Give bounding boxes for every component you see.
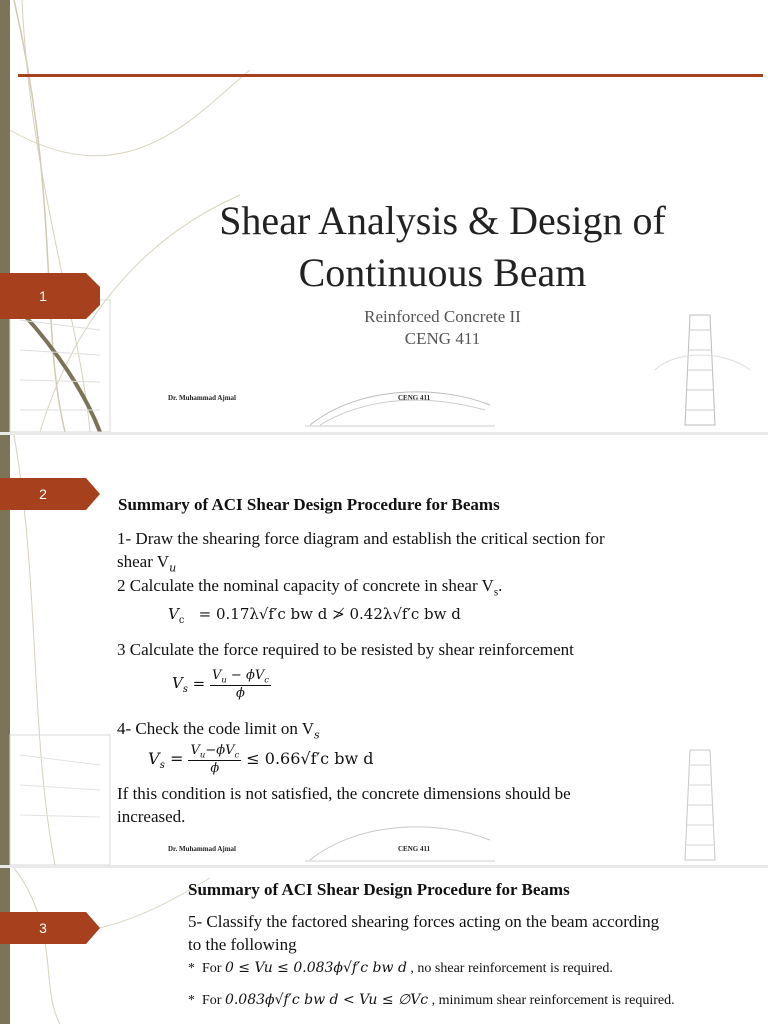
equation-vs-limit-text: ≤ 0.66√f′c bw d [246,748,374,768]
footer-author: Dr. Muhammad Ajmal [168,845,236,853]
slide-subtitle [270,306,615,350]
equation-vs: $V_s$ = $\frac{V_u - \phi V_c}{\phi}$ [172,668,269,701]
footer-course: CENG 411 [398,845,431,853]
slide-3 [0,868,768,1024]
step-5-line-1: 5- Classify the factored shearing forces acting on the beam according [188,912,660,931]
slide-number-tab [0,273,100,319]
bullet-1-text: , no shear reinforcement is required. [410,961,613,976]
subtitle-line-1: Reinforced Concrete II [364,307,521,326]
step-5-line-2: to the following [188,935,297,954]
footer-author: Dr. Muhammad Ajmal [168,394,236,402]
bullet-2: * For 0.083ϕ√f′c bw d < Vu ≤ ∅Vc , minimum shear reinforcement is required. [188,992,675,1008]
conclusion-line-2: increased. [117,807,186,826]
equation-vc: $V_c$ = 0.17λ√f′c bw d ≯ 0.42λ√f′c bw d [168,605,461,626]
step-3: 3 Calculate the force required to be resisted by shear reinforcement [117,640,574,659]
step-4-text: 4- Check the code limit on V [117,719,315,738]
top-rule [18,74,763,77]
equation-vs-limit: $V_s$ = $\frac{V_u-\phi V_c}{\phi}$ ≤ 0.66√f′c bw d [148,743,374,776]
slide-2 [0,435,768,865]
step-4-subscript: s [314,728,320,742]
tower-sketch-icon [650,745,760,865]
step-1-line-1: 1- Draw the shearing force diagram and establish the critical section for [117,529,605,548]
bullet-1: * For 0 ≤ Vu ≤ 0.083ϕ√f′c bw d , no shear reinforcement is required. [188,960,613,976]
conclusion-line-1: If this condition is not satisfied, the concrete dimensions should be [117,784,571,803]
equation-vc-text: = 0.17λ√f′c bw d ≯ 0.42λ√f′c bw d [198,605,461,623]
slide-heading: Summary of ACI Shear Design Procedure for Beams [188,880,570,899]
tower-sketch-icon [650,310,760,430]
slide-title [170,195,715,299]
slide-1 [0,0,768,432]
step-2: 2 Calculate the nominal capacity of concrete in shear $V_s$. [117,576,503,599]
title-line-2: Continuous Beam [298,250,587,295]
step-2-subscript: s [493,586,499,599]
subtitle-line-2: CENG 411 [404,329,481,348]
step-1 [117,527,747,579]
slide-number-tab [0,912,100,958]
bullet-2-text: , minimum shear reinforcement is required. [431,993,675,1008]
slide-number: 2 [39,486,47,502]
bridge-sketch-icon [300,380,500,430]
bullet-2-math: 0.083ϕ√f′c bw d < Vu ≤ ∅Vc [224,992,429,1008]
step-1-subscript: u [169,561,177,575]
slide-heading: Summary of ACI Shear Design Procedure for Beams [118,495,500,514]
title-line-1: Shear Analysis & Design of [219,198,666,243]
step-4 [117,717,747,746]
bridge-sketch-icon [300,815,500,865]
step-5 [188,910,748,956]
step-1-line-2: shear V [117,552,170,571]
slide-number-tab [0,478,100,524]
slide-number: 1 [39,288,47,304]
slide-number: 3 [39,920,47,936]
footer-course: CENG 411 [398,394,431,402]
bullet-1-math: 0 ≤ Vu ≤ 0.083ϕ√f′c bw d [224,960,407,976]
step-2-text: 2 Calculate the nominal capacity of concrete in shear V [117,576,494,595]
